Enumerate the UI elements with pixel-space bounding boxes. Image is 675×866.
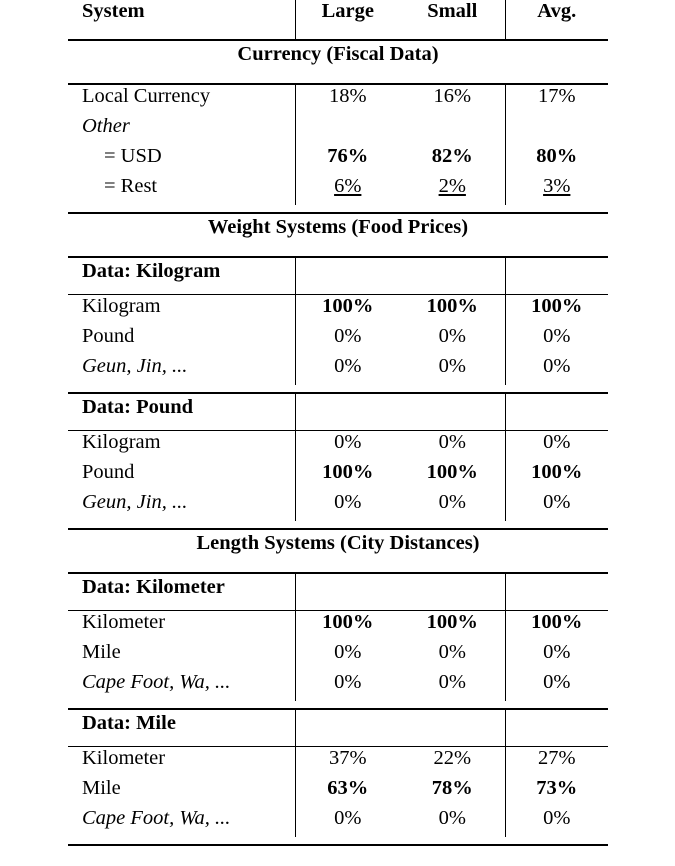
- row-label: Local Currency: [82, 85, 211, 107]
- row-label: Mile: [82, 641, 121, 663]
- row-label: = USD: [104, 145, 162, 167]
- rule-cell: [68, 844, 608, 845]
- table-row: [68, 325, 608, 355]
- data-subheader-label: Data: Kilometer: [82, 576, 225, 598]
- row-label: Other: [82, 115, 130, 137]
- table-row: [68, 747, 608, 778]
- empty-cell: [295, 709, 400, 746]
- cell-value: 0%: [438, 641, 466, 663]
- table-row: [68, 431, 608, 462]
- cell-value: 2%: [438, 175, 466, 197]
- cell-value: 0%: [438, 355, 466, 377]
- section-title-row: [68, 40, 608, 83]
- cell-value: 0%: [295, 431, 400, 462]
- data-subheader-label: Data: Kilogram: [82, 260, 221, 282]
- cell-value: 22%: [433, 747, 472, 769]
- cell-value: 0%: [438, 491, 466, 513]
- cell-value: 0%: [505, 807, 608, 837]
- table-row: [68, 611, 608, 642]
- table-row: [68, 84, 608, 115]
- empty-cell: [295, 393, 400, 430]
- cell-value: 0%: [295, 325, 400, 355]
- spacer-row: [68, 385, 608, 392]
- table-row: [68, 145, 608, 175]
- section-title-row: [68, 529, 608, 572]
- cell-value: 0%: [505, 325, 608, 355]
- unit-systems-results-table: [68, 0, 608, 846]
- cell-value: 73%: [505, 777, 608, 807]
- cell-value: 27%: [505, 747, 608, 778]
- empty-cell: [400, 709, 505, 746]
- row-label: Geun, Jin, ...: [82, 355, 188, 377]
- cell-value: 0%: [295, 491, 400, 521]
- spacer-row: [68, 521, 608, 528]
- cell-value: 0%: [438, 807, 466, 829]
- table-row: [68, 807, 608, 837]
- cell-value: 0%: [505, 431, 608, 462]
- cell-value: 100%: [426, 461, 478, 483]
- cell-value: 100%: [295, 295, 400, 326]
- cell-value: 100%: [505, 295, 608, 326]
- column-header-large: Large: [295, 0, 400, 39]
- cell-value: 100%: [426, 611, 478, 633]
- table-row: [68, 115, 608, 145]
- row-label: Geun, Jin, ...: [82, 491, 188, 513]
- empty-cell: [505, 257, 608, 294]
- cell-value: [400, 115, 505, 145]
- empty-cell: [505, 709, 608, 746]
- section-title: Weight Systems (Food Prices): [207, 216, 469, 238]
- row-label: Cape Foot, Wa, ...: [82, 671, 231, 693]
- table-row: [68, 175, 608, 205]
- column-header-avg: Avg.: [505, 0, 608, 39]
- cell-value: 0%: [505, 355, 608, 385]
- cell-value: 17%: [505, 84, 608, 115]
- cell-value: 80%: [505, 145, 608, 175]
- section-title: Currency (Fiscal Data): [237, 43, 439, 65]
- data-subheader-row: [68, 709, 608, 746]
- spacer-cell: [68, 521, 608, 528]
- table-row: [68, 355, 608, 385]
- row-label: Pound: [82, 325, 135, 347]
- horizontal-rule: [68, 844, 608, 845]
- empty-cell: [295, 257, 400, 294]
- cell-value: 82%: [431, 145, 473, 167]
- empty-cell: [505, 573, 608, 610]
- cell-value: [505, 115, 608, 145]
- empty-cell: [505, 393, 608, 430]
- row-label: Cape Foot, Wa, ...: [82, 807, 231, 829]
- cell-value: 0%: [438, 325, 466, 347]
- table-row: [68, 491, 608, 521]
- table-header-row: [68, 0, 608, 39]
- cell-value: 100%: [505, 611, 608, 642]
- cell-value: 100%: [505, 461, 608, 491]
- row-label: Kilometer: [82, 611, 166, 633]
- table-body: [68, 0, 608, 845]
- cell-value: 0%: [505, 491, 608, 521]
- cell-value: 100%: [426, 295, 478, 317]
- cell-value: 3%: [505, 175, 608, 205]
- cell-value: 100%: [295, 611, 400, 642]
- cell-value: 16%: [433, 85, 472, 107]
- cell-value: 0%: [295, 671, 400, 701]
- cell-value: [295, 115, 400, 145]
- row-label: Pound: [82, 461, 135, 483]
- empty-cell: [295, 573, 400, 610]
- cell-value: 37%: [295, 747, 400, 778]
- column-header-system: System: [82, 0, 145, 22]
- data-subheader-label: Data: Pound: [82, 396, 194, 418]
- cell-value: 100%: [295, 461, 400, 491]
- cell-value: 0%: [295, 807, 400, 837]
- results-table-container: [68, 0, 608, 846]
- table-row: [68, 295, 608, 326]
- spacer-cell: [68, 701, 608, 708]
- spacer-row: [68, 205, 608, 212]
- cell-value: 0%: [295, 355, 400, 385]
- cell-value: 76%: [295, 145, 400, 175]
- table-row: [68, 461, 608, 491]
- spacer-cell: [68, 837, 608, 844]
- row-label: = Rest: [104, 175, 158, 197]
- cell-value: 0%: [438, 431, 466, 453]
- cell-value: 0%: [505, 641, 608, 671]
- cell-value: 0%: [505, 671, 608, 701]
- column-header-small: Small: [427, 0, 478, 22]
- table-row: [68, 641, 608, 671]
- cell-value: 0%: [295, 641, 400, 671]
- data-subheader-label: Data: Mile: [82, 712, 176, 734]
- data-subheader-row: [68, 573, 608, 610]
- cell-value: 6%: [295, 175, 400, 205]
- row-label: Kilometer: [82, 747, 166, 769]
- empty-cell: [400, 257, 505, 294]
- cell-value: 18%: [295, 84, 400, 115]
- table-row: [68, 777, 608, 807]
- spacer-cell: [68, 205, 608, 212]
- empty-cell: [400, 573, 505, 610]
- spacer-row: [68, 837, 608, 844]
- section-title: Length Systems (City Distances): [196, 532, 480, 554]
- table-row: [68, 671, 608, 701]
- empty-cell: [400, 393, 505, 430]
- row-label: Mile: [82, 777, 121, 799]
- spacer-cell: [68, 385, 608, 392]
- section-title-row: [68, 213, 608, 256]
- data-subheader-row: [68, 257, 608, 294]
- cell-value: 0%: [438, 671, 466, 693]
- cell-value: 78%: [431, 777, 473, 799]
- row-label: Kilogram: [82, 431, 161, 453]
- row-label: Kilogram: [82, 295, 161, 317]
- spacer-row: [68, 701, 608, 708]
- data-subheader-row: [68, 393, 608, 430]
- cell-value: 63%: [295, 777, 400, 807]
